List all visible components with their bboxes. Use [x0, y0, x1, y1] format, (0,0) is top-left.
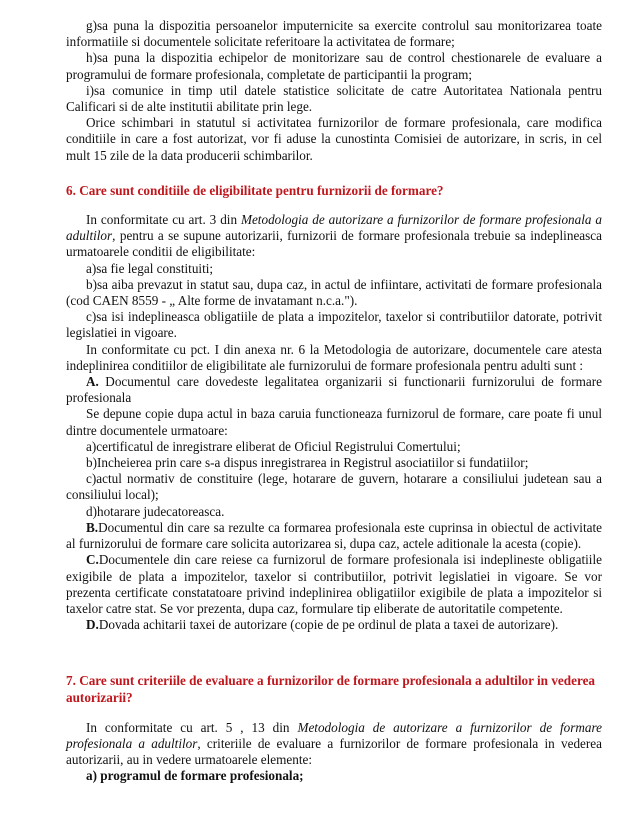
condition-c: c)sa isi indeplineasca obligatiile de plata a impozitelor, taxelor si contributiilor datorate, potrivit legislatiei in vigoare. [66, 309, 602, 341]
document-a [66, 374, 602, 406]
art5-text-c: , criteriile de evaluare a furnizorilor de formare profesionala in vederea autorizarii, au in vedere urmatoarele elemente: [66, 735, 602, 768]
heading-question-7: 7. Care sunt criteriile de evaluare a furnizorilor de formare profesionala a adultilor in vederea autorizarii? [66, 673, 596, 705]
document-b-letter: B. [86, 519, 99, 535]
paragraph-art3 [66, 212, 602, 261]
art5-methodology-title: Metodologia de autorizare a furnizorilor de formare profesionala a adultilor [66, 719, 602, 751]
document-d-letter: D. [86, 617, 99, 633]
document-d [66, 617, 602, 633]
paragraph-art5-13 [66, 720, 602, 769]
criterion-a-text: a) programul de formare profesionala; [86, 768, 304, 784]
document-c-letter: C. [86, 552, 99, 568]
paragraph-item-h: h)sa puna la dispozitia echipelor de monitorizare sau de control chestionarele de evaluare a programului de formare profesionala, completate de participantii la program; [66, 50, 602, 82]
document-option-d: d)hotarare judecatoreasca. [86, 503, 225, 519]
document-b-text: Documentul din care sa rezulte ca formarea profesionala este cuprinsa in obiectul de activitate al furnizorului de formare care solicita autorizarea si, dupa caz, actele aditionale la acesta (copie). [66, 519, 602, 552]
document-c [66, 552, 602, 617]
document-option-c: c)actul normativ de constituire (lege, hotarare de guvern, hotarare a consiliului judetean sau a consiliului local); [66, 471, 602, 503]
paragraph-schimbari: Orice schimbari in statutul si activitatea furnizorilor de formare profesionala, care modifica conditiile in care a fost autorizat, vor fi aduse la cunostinta Comisiei de autorizare, in scris, in cel mult 15 zile de la data producerii schimbarilor. [66, 115, 602, 163]
criterion-a [66, 768, 602, 784]
document-option-b: b)Incheierea prin care s-a dispus inregistrarea in Registrul asociatiilor si fundatiilor; [86, 455, 529, 471]
document-a-letter: A. [86, 374, 99, 390]
document-c-text: Documentele din care reiese ca furnizorul de formare profesionala isi indeplineste obligatiile exigibile de plata a impozitelor, taxelor si contributiilor, potrivit legislatiei in vigoare. Se vor prezenta certificate constatatoare privind indeplinirea obligatiilor exigibile de plata a impozitelor si taxelor catre stat. Se vor prezenta, dupa caz, formulare tip eliberate de autoritatile competente. [66, 552, 602, 616]
paragraph-item-i: i)sa comunice in timp util datele statistice solicitate de catre Autoritatea Nationala pentru Calificari si de alte institutii abilitate prin lege. [66, 82, 602, 115]
condition-b: b)sa aiba prevazut in statut sau, dupa caz, in actul de infiintare, activitati de formare profesionala (cod CAEN 8559 - „ Alte forme de invatamant n.c.a."). [66, 276, 602, 309]
art5-text-a: In conformitate cu art. 5 , 13 din [86, 719, 298, 735]
document-option-a: a)certificatul de inregistrare eliberat de Oficiul Registrului Comertului; [86, 438, 461, 454]
document-d-text: Dovada achitarii taxei de autorizare (copie de pe ordinul de plata a taxei de autorizare). [98, 617, 559, 633]
art3-text-c: , pentru a se supune autorizarii, furnizorii de formare profesionala trebuie sa indeplineasca urmatoarele conditii de eligibilitate: [66, 228, 602, 260]
document-b [66, 520, 602, 552]
condition-a: a)sa fie legal constituiti; [86, 260, 214, 276]
heading-question-6: 6. Care sunt conditiile de eligibilitate pentru furnizorii de formare? [66, 182, 444, 198]
art3-text-a: In conformitate cu art. 3 din [86, 212, 241, 228]
paragraph-anexa6: In conformitate cu pct. I din anexa nr. 6 la Metodologia de autorizare, documentele care atesta indeplinirea conditiilor de eligibilitate ale furnizorului de formare profesionala pentru adulti sunt : [66, 341, 602, 373]
art3-methodology-title: Metodologia de autorizare a furnizorilor de formare profesionala a adultilor [66, 212, 602, 244]
paragraph-copie: Se depune copie dupa actul in baza caruia functioneaza furnizorul de formare, care poate fi unul dintre documentele urmatoare: [66, 406, 602, 438]
document-page [66, 18, 602, 785]
paragraph-item-g: g)sa puna la dispozitia persoanelor imputernicite sa exercite controlul sau monitorizarea toate informatiile si documentele solicitate referitoare la activitatea de formare; [66, 18, 602, 50]
document-a-text: Documentul care dovedeste legalitatea organizarii si functionarii furnizorului de formare profesionala [66, 374, 602, 406]
